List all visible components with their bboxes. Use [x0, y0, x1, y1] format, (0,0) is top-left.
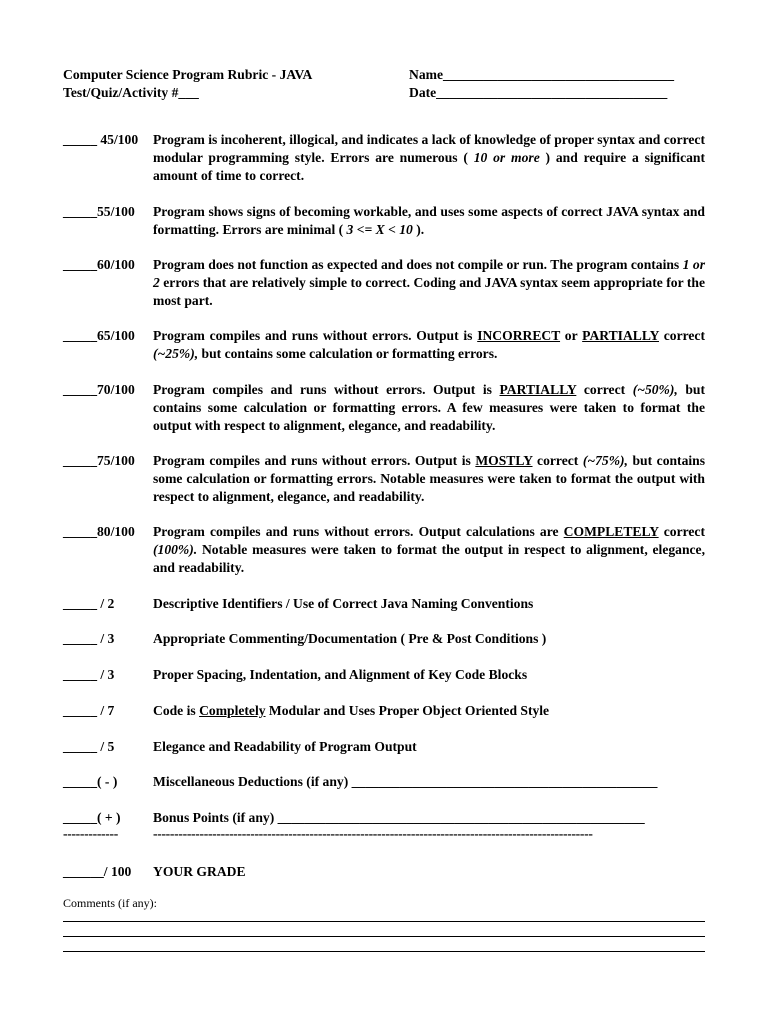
rubric-row-75	[63, 452, 705, 506]
criteria-description: Proper Spacing, Indentation, and Alignment of Key Code Blocks	[153, 667, 528, 682]
rubric-description: Program shows signs of becoming workable, and uses some aspects of correct JAVA syntax and formatting. Errors are minimal ( 3 <= X < 10 ).	[153, 204, 705, 237]
score-blank[interactable]: _____( + )	[63, 810, 121, 825]
rubric-description: Program is incoherent, illogical, and indicates a lack of knowledge of proper syntax and correct modular programming style. Errors are numerous ( 10 or more ) and require a significant amount of time to correct.	[153, 132, 705, 183]
divider-left: -------------	[63, 826, 118, 841]
criteria-row-identifiers	[63, 595, 705, 613]
score-blank[interactable]: _____ / 5	[63, 739, 115, 754]
score-blank[interactable]: _____70/100	[63, 382, 135, 397]
divider-right: --------------------------------------------------------------------------------------------------------	[153, 826, 593, 841]
criteria-description: Code is Completely Modular and Uses Proper Object Oriented Style	[153, 703, 550, 718]
score-blank[interactable]: _____55/100	[63, 204, 135, 219]
rubric-row-70	[63, 381, 705, 435]
criteria-description[interactable]: Miscellaneous Deductions (if any) _____________________________________________	[153, 774, 658, 789]
rubric-description: Program compiles and runs without errors. Output is INCORRECT or PARTIALLY correct (~25%), but contains some calculation or formatting errors.	[153, 328, 705, 361]
criteria-description: Descriptive Identifiers / Use of Correct Java Naming Conventions	[153, 596, 534, 611]
activity-number-field[interactable]: Test/Quiz/Activity #___	[63, 85, 199, 100]
rubric-row-45	[63, 131, 705, 185]
score-blank[interactable]: _____ / 3	[63, 667, 115, 682]
grade-row	[63, 863, 705, 881]
score-blank[interactable]: _____ / 2	[63, 596, 115, 611]
score-blank[interactable]: _____80/100	[63, 524, 135, 539]
rubric-description: Program compiles and runs without errors. Output calculations are COMPLETELY correct (100%). Notable measures were taken to format the output in respect to alignment, elegance, and readability.	[153, 524, 705, 575]
header-right	[409, 66, 674, 102]
criteria-description: Appropriate Commenting/Documentation ( Pre & Post Conditions )	[153, 631, 547, 646]
rubric-row-65	[63, 327, 705, 363]
criteria-description[interactable]: Bonus Points (if any) ______________________________________________________	[153, 810, 645, 825]
comment-line[interactable]	[63, 936, 705, 937]
rubric-description: Program compiles and runs without errors. Output is PARTIALLY correct (~50%), but contains some calculation or formatting errors. A few measures were taken to format the output with respect to alignment, elegance, and readability.	[153, 382, 706, 433]
document-title: Computer Science Program Rubric - JAVA	[63, 67, 313, 82]
score-blank[interactable]: _____60/100	[63, 257, 135, 272]
criteria-row-modular	[63, 702, 705, 720]
score-blank[interactable]: _____ 45/100	[63, 132, 139, 147]
rubric-row-55	[63, 203, 705, 239]
score-blank[interactable]: _____( - )	[63, 774, 118, 789]
header-left	[63, 66, 312, 102]
score-blank[interactable]: _____ / 3	[63, 631, 115, 646]
score-blank[interactable]: _____75/100	[63, 453, 135, 468]
comment-line[interactable]	[63, 951, 705, 952]
grade-label: YOUR GRADE	[153, 864, 246, 879]
comment-line[interactable]	[63, 921, 705, 922]
rubric-description: Program compiles and runs without errors. Output is MOSTLY correct (~75%), but contains some calculation or formatting errors. Notable measures were taken to format the output with respect to alignment, elegance, and readability.	[153, 453, 705, 504]
criteria-row-commenting	[63, 630, 705, 648]
criteria-row-spacing	[63, 666, 705, 684]
rubric-row-80	[63, 523, 705, 577]
rubric-row-60	[63, 256, 705, 310]
criteria-description: Elegance and Readability of Program Output	[153, 739, 417, 754]
date-field[interactable]: Date__________________________________	[409, 85, 668, 100]
score-blank[interactable]: _____65/100	[63, 328, 135, 343]
rubric-description: Program does not function as expected and does not compile or run. The program contains 1 or 2 errors that are relatively simple to correct. Coding and JAVA syntax seem appropriate for the most part.	[153, 257, 705, 308]
total-divider	[63, 826, 593, 842]
criteria-row-bonus	[63, 809, 705, 827]
name-field[interactable]: Name__________________________________	[409, 67, 675, 82]
criteria-row-deductions	[63, 773, 705, 791]
criteria-row-elegance	[63, 738, 705, 756]
score-blank[interactable]: _____ / 7	[63, 703, 115, 718]
grade-score-blank[interactable]: ______/ 100	[63, 864, 132, 879]
comments-label: Comments (if any):	[63, 896, 157, 910]
